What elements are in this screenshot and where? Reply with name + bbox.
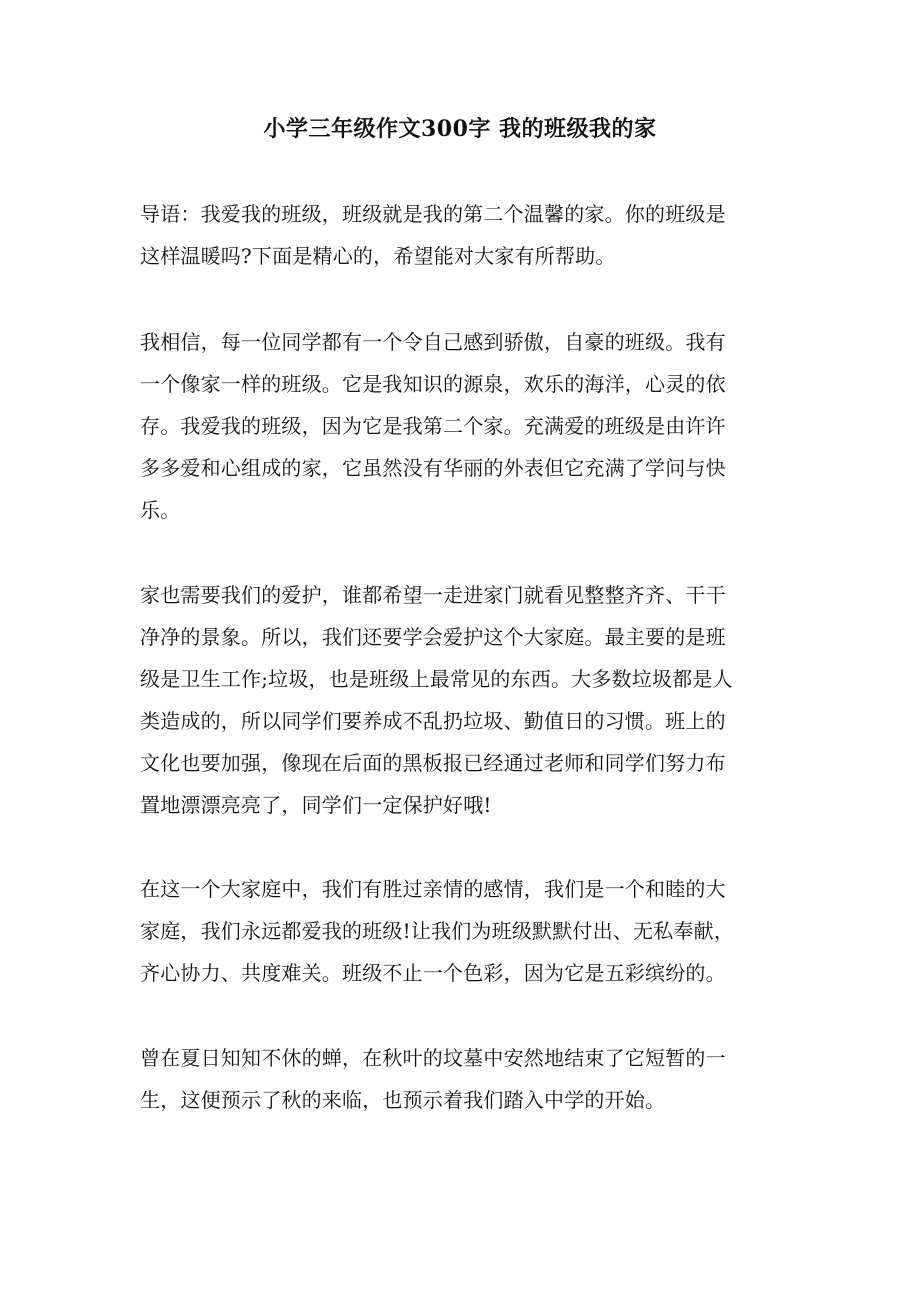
text-line: 乐。 xyxy=(140,498,181,522)
text-line: 导语：我爱我的班级，班级就是我的第二个温馨的家。你的班级是 xyxy=(140,202,726,226)
text-line: 净净的景象。所以，我们还要学会爱护这个大家庭。最主要的是班 xyxy=(140,625,726,649)
text-line: 类造成的，所以同学们要养成不乱扔垃圾、勤值日的习惯。班上的 xyxy=(140,709,726,733)
text-line: 这样温暖吗?下面是精心的，希望能对大家有所帮助。 xyxy=(140,244,616,268)
text-line: 置地漂漂亮亮了，同学们一定保护好哦! xyxy=(140,793,492,817)
paragraph-2 xyxy=(140,321,788,531)
text-line: 存。我爱我的班级，因为它是我第二个家。充满爱的班级是由许许 xyxy=(140,414,726,438)
text-line: 一个像家一样的班级。它是我知识的源泉，欢乐的海洋，心灵的依 xyxy=(140,372,726,396)
text-line: 我相信，每一位同学都有一个令自己感到骄傲，自豪的班级。我有 xyxy=(140,330,726,354)
paragraph-3 xyxy=(140,574,788,826)
text-line: 家庭，我们永远都爱我的班级!让我们为班级默默付出、无私奉献， xyxy=(140,919,735,943)
text-line: 多多爱和心组成的家，它虽然没有华丽的外表但它充满了学问与快 xyxy=(140,456,726,480)
paragraph-intro xyxy=(140,193,788,277)
text-line: 级是卫生工作;垃圾，也是班级上最常见的东西。大多数垃圾都是人 xyxy=(140,667,733,691)
text-line: 文化也要加强，像现在后面的黑板报已经通过老师和同学们努力布 xyxy=(140,751,726,775)
paragraph-4 xyxy=(140,868,788,994)
paragraph-5 xyxy=(140,1037,788,1121)
text-line: 生，这便预示了秋的来临，也预示着我们踏入中学的开始。 xyxy=(140,1088,666,1112)
text-line: 曾在夏日知知不休的蝉，在秋叶的坟墓中安然地结束了它短暂的一 xyxy=(140,1046,726,1070)
text-line: 在这一个大家庭中，我们有胜过亲情的感情，我们是一个和睦的大 xyxy=(140,877,726,901)
text-line: 家也需要我们的爱护，谁都希望一走进家门就看见整整齐齐、干干 xyxy=(140,583,726,607)
text-line: 齐心协力、共度难关。班级不止一个色彩，因为它是五彩缤纷的。 xyxy=(140,961,726,985)
document-title: 小学三年级作文300字 我的班级我的家 xyxy=(263,116,657,142)
